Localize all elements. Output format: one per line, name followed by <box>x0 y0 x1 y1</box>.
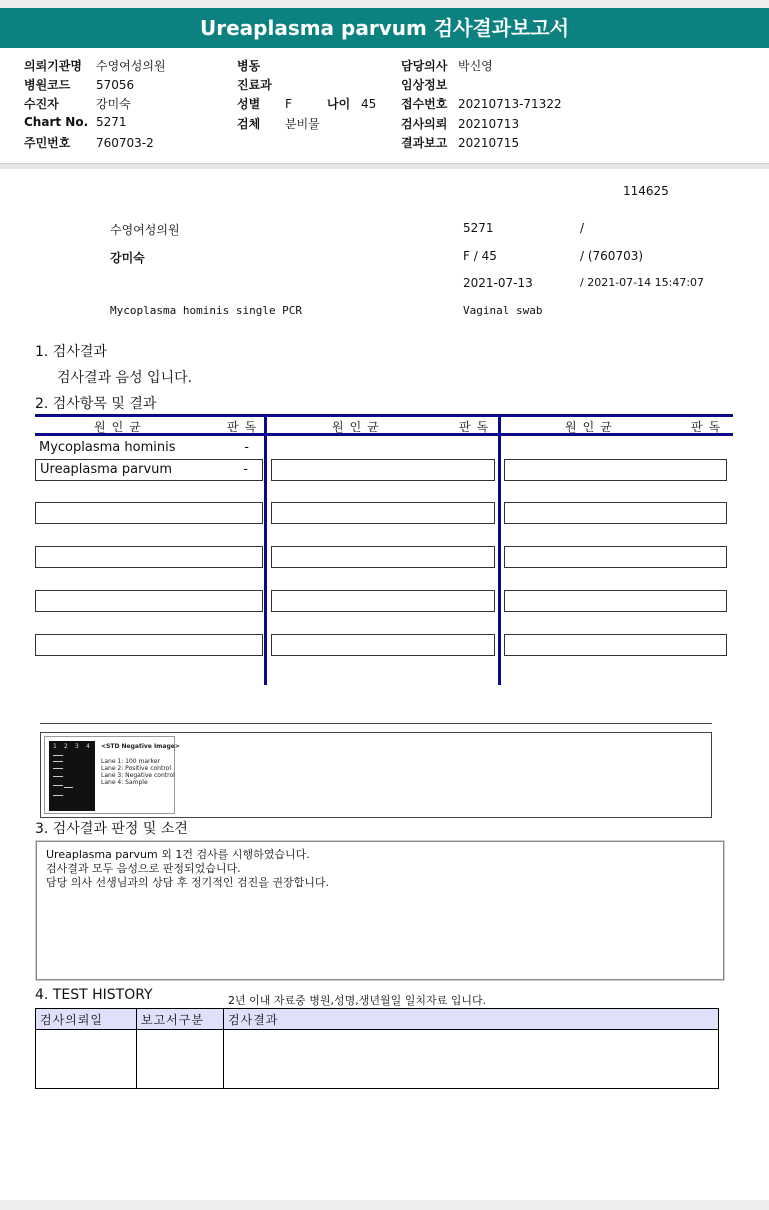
empty-result-row <box>271 590 495 612</box>
pathogen-name: Mycoplasma hominis <box>39 440 176 455</box>
age-label: 나이 <box>327 97 351 111</box>
hospital-label: 의뢰기관명 <box>24 59 82 73</box>
receipt-value: 20210713-71322 <box>458 97 562 111</box>
info-test-name: Mycoplasma hominis single PCR <box>110 304 303 317</box>
gel-photo <box>49 741 95 811</box>
sex-row <box>237 95 292 112</box>
history-col-result: 검사결과 <box>224 1009 719 1030</box>
history-col-date: 검사의뢰일 <box>36 1009 137 1030</box>
chart-value: 5271 <box>96 115 127 129</box>
ladder-band <box>53 776 63 777</box>
section1-title: 1. 검사결과 <box>35 344 107 360</box>
gel-legend-line: Lane 2: Positive control <box>101 765 172 772</box>
info-hospital: 수영여성의원 <box>110 223 180 237</box>
ladder-band <box>53 795 63 796</box>
history-note: 2년 이내 자료중 병원,성명,생년월일 일치자료 입니다. <box>228 994 487 1007</box>
history-cell <box>36 1030 137 1089</box>
report-label: 결과보고 <box>401 136 448 150</box>
empty-result-row <box>35 634 263 656</box>
section1-result: 검사결과 음성 입니다. <box>57 370 193 386</box>
empty-result-row <box>271 546 495 568</box>
ladder-band <box>53 785 63 786</box>
history-header-row <box>36 1009 719 1030</box>
empty-result-row <box>504 546 727 568</box>
col-judgement-1: 판독 <box>227 420 263 434</box>
info-chart: 5271 <box>463 221 494 235</box>
sex-label: 성별 <box>237 97 261 111</box>
empty-result-row <box>35 590 263 612</box>
history-empty-row <box>36 1030 719 1089</box>
ladder-band <box>53 761 63 762</box>
dept-row <box>237 76 272 93</box>
ward-label: 병동 <box>237 59 261 73</box>
empty-result-row <box>35 546 263 568</box>
lane-label: 3 <box>75 743 79 750</box>
patient-row <box>24 95 131 112</box>
pathogen-result: - <box>243 462 248 477</box>
lane-label: 2 <box>64 743 68 750</box>
col-pathogen-3: 원인균 <box>565 420 618 434</box>
info-specimen: Vaginal swab <box>463 304 543 317</box>
info-request-date: 2021-07-13 <box>463 276 533 290</box>
pathogen-result: - <box>244 440 249 455</box>
empty-result-row <box>35 502 263 524</box>
doctor-label: 담당의사 <box>401 59 448 73</box>
gel-legend-line: Lane 1: 100 marker <box>101 758 160 765</box>
empty-result-row <box>504 459 727 481</box>
specimen-label: 검체 <box>237 117 261 131</box>
col-pathogen-1: 원인균 <box>94 420 147 434</box>
patient-label: 수진자 <box>24 97 59 111</box>
bottom-border <box>0 1200 769 1210</box>
request-label: 검사의뢰 <box>401 117 448 131</box>
opinion-line: Ureaplasma parvum 외 1건 검사를 시행하였습니다. <box>46 848 310 861</box>
header-divider <box>0 163 769 169</box>
result-row <box>35 438 263 460</box>
request-row <box>401 115 519 132</box>
info-patient: 강미숙 <box>110 251 145 265</box>
ssn-row <box>24 134 154 151</box>
chart-row <box>24 115 127 129</box>
code-row <box>24 76 134 93</box>
report-row <box>401 134 519 151</box>
section2-title: 2. 검사항목 및 결과 <box>35 396 157 412</box>
result-row <box>35 459 263 481</box>
request-value: 20210713 <box>458 117 520 131</box>
sex-value: F <box>285 97 292 111</box>
age-value: 45 <box>361 97 377 111</box>
dept-label: 진료과 <box>237 78 272 92</box>
receipt-label: 접수번호 <box>401 97 448 111</box>
col-judgement-2: 판독 <box>459 420 495 434</box>
empty-result-row <box>504 634 727 656</box>
report-title: Ureaplasma parvum 검사결과보고서 <box>0 8 769 48</box>
hospital-row <box>24 57 166 74</box>
history-cell <box>224 1030 719 1089</box>
serial-number: 114625 <box>623 184 669 198</box>
empty-result-row <box>271 502 495 524</box>
clinical-row <box>401 76 447 93</box>
lane-label: 4 <box>86 743 90 750</box>
gel-image <box>44 736 180 814</box>
results-header-top-rule <box>35 414 733 417</box>
chart-label: Chart No. <box>24 115 89 129</box>
info-sex-age: F / 45 <box>463 249 497 263</box>
age-row <box>327 95 376 112</box>
ladder-band <box>53 755 63 756</box>
gel-legend-line: Lane 3: Negative control <box>101 772 175 779</box>
column-divider-2 <box>498 414 501 685</box>
clinical-label: 임상정보 <box>401 78 448 92</box>
code-label: 병원코드 <box>24 78 71 92</box>
info-slash: / <box>580 221 585 235</box>
section3-title: 3. 검사결과 판정 및 소견 <box>35 821 188 837</box>
history-col-type: 보고서구분 <box>137 1009 224 1030</box>
history-cell <box>137 1030 224 1089</box>
receipt-row <box>401 95 562 112</box>
section4-title: 4. TEST HISTORY <box>35 987 153 1003</box>
gel-divider <box>40 723 712 724</box>
doctor-row <box>401 57 493 74</box>
specimen-value: 분비물 <box>285 117 320 131</box>
gel-legend <box>101 743 180 786</box>
doctor-value: 박신영 <box>458 59 493 73</box>
ladder-band <box>53 768 63 769</box>
pathogen-name: Ureaplasma parvum <box>40 462 173 477</box>
info-report-datetime: / 2021-07-14 15:47:07 <box>580 276 705 289</box>
empty-result-row <box>504 590 727 612</box>
gel-title: <STD Negative Image> <box>101 743 180 750</box>
top-border <box>0 0 769 8</box>
info-ssn: / (760703) <box>580 249 644 263</box>
report-value: 20210715 <box>458 136 520 150</box>
empty-result-row <box>271 459 495 481</box>
code-value: 57056 <box>96 78 135 92</box>
hospital-value: 수영여성의원 <box>96 59 166 73</box>
lane-label: 1 <box>53 743 57 750</box>
opinion-line: 담당 의사 선생님과의 상담 후 정기적인 검진을 권장합니다. <box>46 876 329 889</box>
positive-band <box>64 787 73 788</box>
ssn-label: 주민번호 <box>24 136 71 150</box>
opinion-box <box>35 840 725 981</box>
ssn-value: 760703-2 <box>96 136 154 150</box>
column-divider-1 <box>264 414 267 685</box>
history-table <box>35 1008 719 1089</box>
specimen-row <box>237 115 320 132</box>
ward-row <box>237 57 260 74</box>
col-judgement-3: 판독 <box>691 420 727 434</box>
col-pathogen-2: 원인균 <box>332 420 385 434</box>
empty-result-row <box>271 634 495 656</box>
empty-result-row <box>504 502 727 524</box>
patient-value: 강미숙 <box>96 97 131 111</box>
opinion-line: 검사결과 모두 음성으로 판정되었습니다. <box>46 862 241 875</box>
gel-legend-line: Lane 4: Sample <box>101 779 148 786</box>
